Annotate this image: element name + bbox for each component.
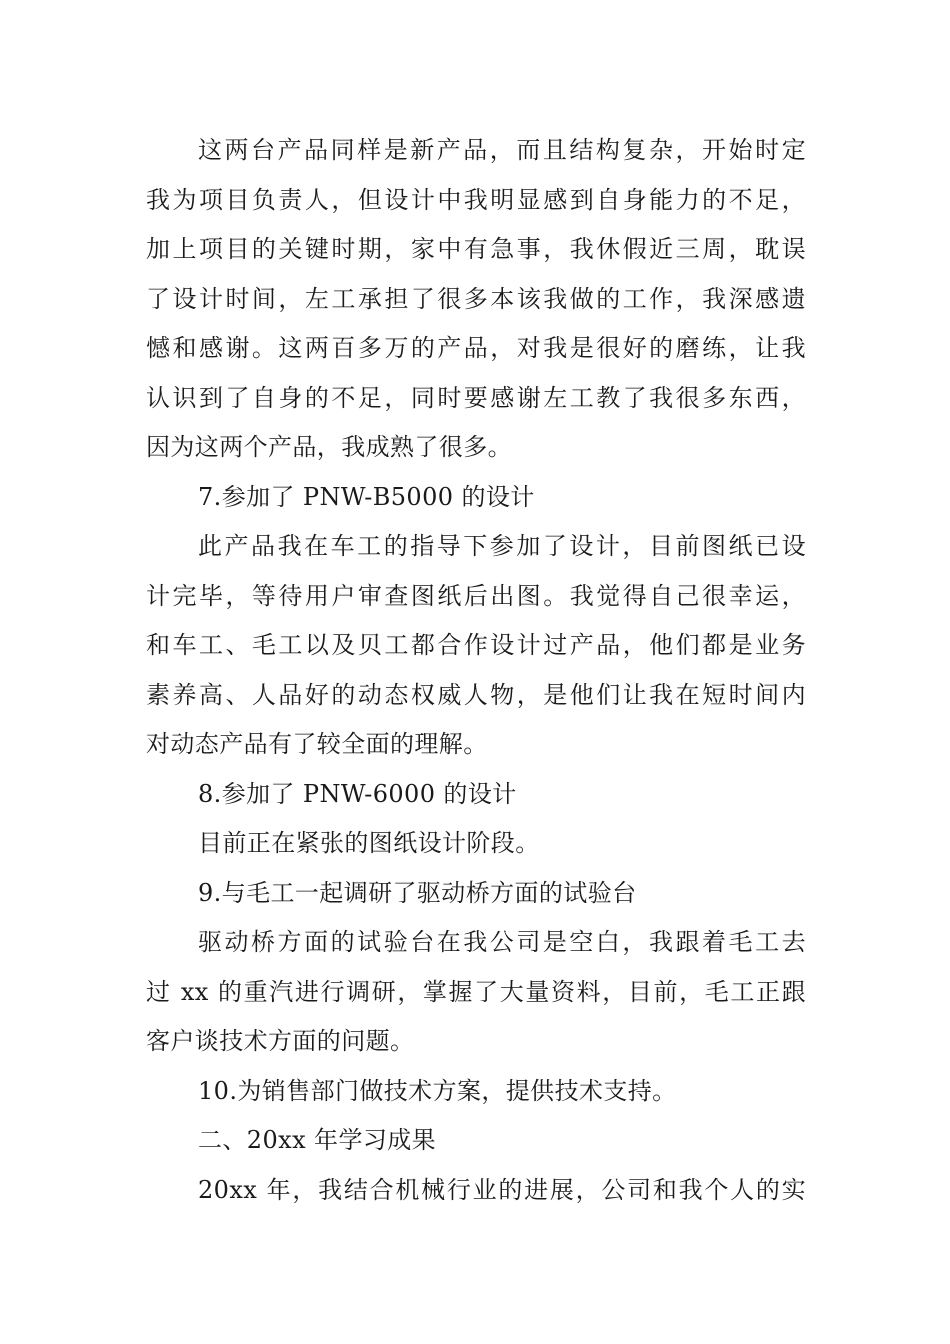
text-line: 二、20xx 年学习成果 [198,1126,437,1154]
text-line: 憾和感谢。这两百多万的产品，对我是很好的磨练，让我 [146,334,806,362]
text-line: 20xx 年，我结合机械行业的进展，公司和我个人的实 [198,1175,806,1204]
text-line: 7.参加了 PNW-B5000 的设计 [198,482,535,511]
document-body [146,126,806,1215]
text-line: 目前正在紧张的图纸设计阶段。 [198,829,540,857]
text-line: 和车工、毛工以及贝工都合作设计过产品，他们都是业务 [146,631,806,659]
text-line: 8.参加了 PNW-6000 的设计 [198,779,517,808]
text-line: 因为这两个产品，我成熟了很多。 [146,433,512,461]
text-line: 加上项目的关键时期，家中有急事，我休假近三周，耽误 [146,235,806,263]
text-line: 这两台产品同样是新产品，而且结构复杂，开始时定 [198,136,806,164]
text-line: 驱动桥方面的试验台在我公司是空白，我跟着毛工去 [198,928,806,956]
text-line: 客户谈技术方面的问题。 [146,1027,415,1055]
text-line: 10.为销售部门做技术方案，提供技术支持。 [198,1076,677,1105]
text-line: 认识到了自身的不足，同时要感谢左工教了我很多东西， [146,383,806,412]
text-line: 9.与毛工一起调研了驱动桥方面的试验台 [198,878,637,907]
text-line: 素养高、人品好的动态权威人物，是他们让我在短时间内 [146,680,806,709]
text-line: 我为项目负责人，但设计中我明显感到自身能力的不足， [146,185,806,214]
text-line: 此产品我在车工的指导下参加了设计，目前图纸已设 [198,532,806,560]
text-line: 了设计时间，左工承担了很多本该我做的工作，我深感遗 [146,284,806,313]
text-line: 计完毕，等待用户审查图纸后出图。我觉得自己很幸运， [146,581,806,610]
text-line: 对动态产品有了较全面的理解。 [146,730,488,758]
text-line: 过 xx 的重汽进行调研，掌握了大量资料，目前，毛工正跟 [146,977,806,1006]
